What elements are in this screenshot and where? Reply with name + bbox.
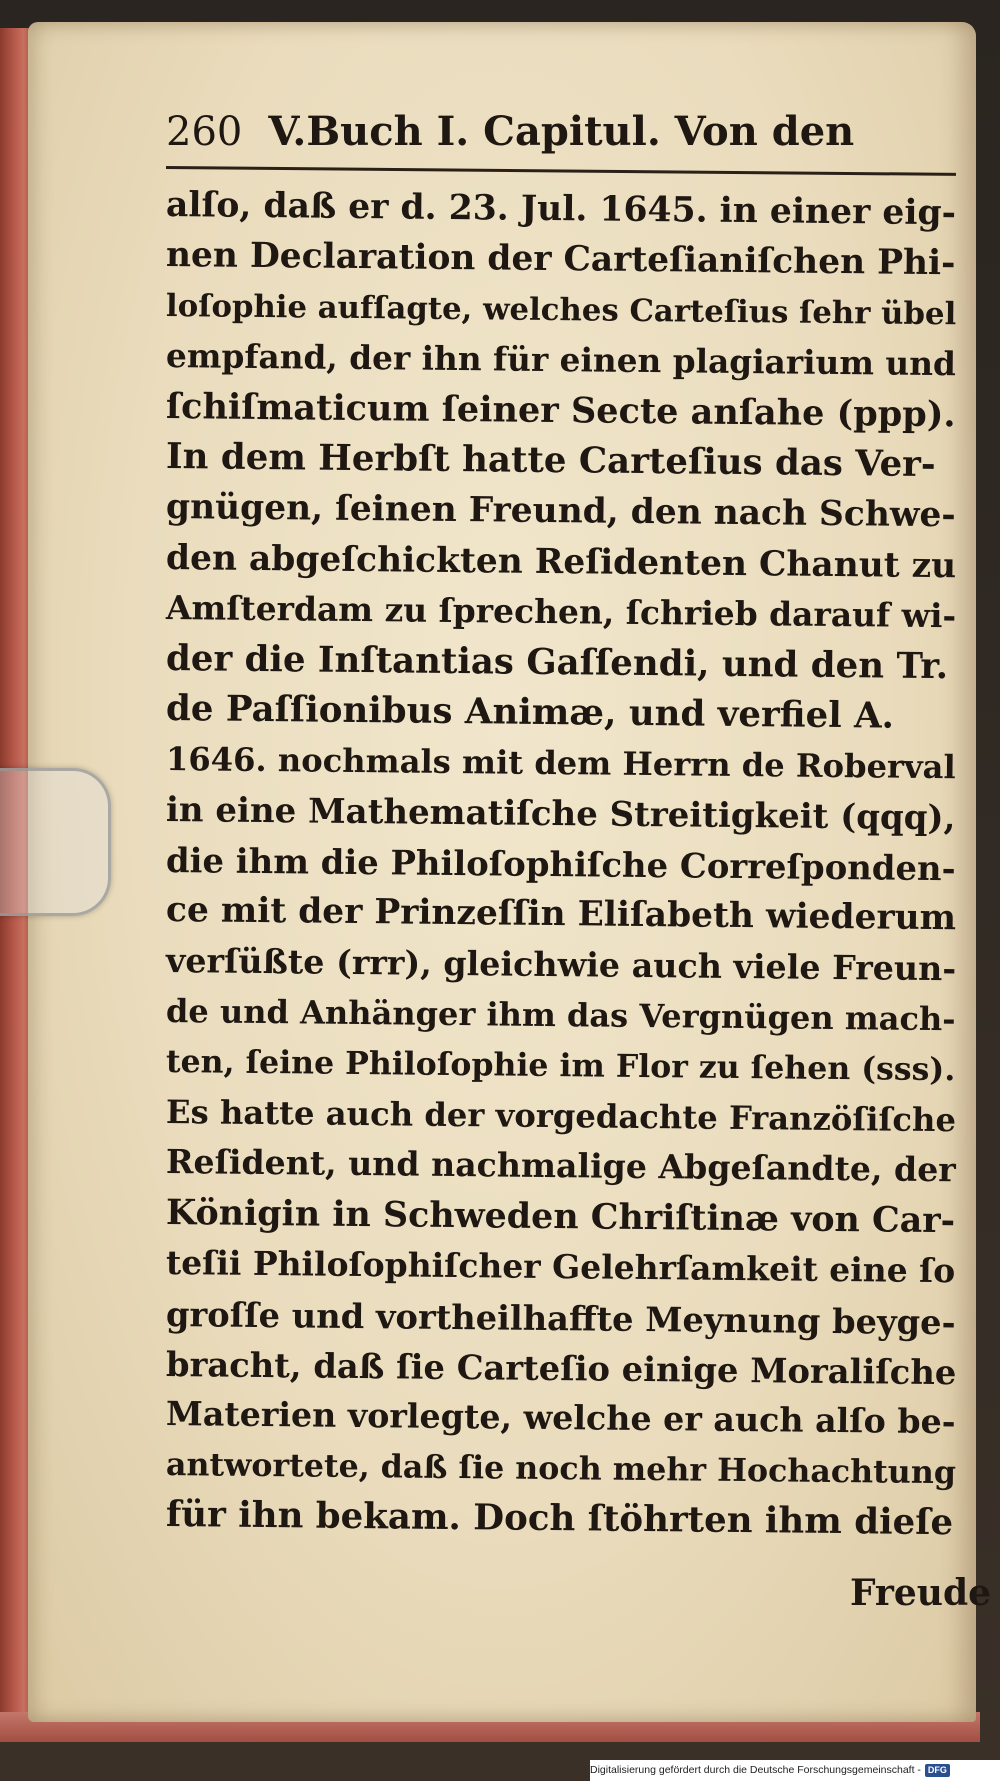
text-line: Königin in Schweden Chriſtinæ von Car- xyxy=(165,1191,956,1242)
running-title: V.Buch I. Capitul. Von den xyxy=(268,108,855,155)
text-line: de und Anhänger ihm das Vergnügen mach- xyxy=(165,992,956,1039)
body-text xyxy=(165,180,966,1544)
text-line: 1646. nochmals mit dem Herrn de Roberval xyxy=(165,740,956,787)
text-line: groſſe und vortheilhaffte Meynung beyge- xyxy=(165,1293,956,1342)
text-line: ten, ſeine Philoſophie im Flor zu ſehen (sss). xyxy=(165,1042,956,1088)
text-line: nen Declaration der Carteſianiſchen Phi- xyxy=(165,235,956,284)
text-line: teſii Philoſophiſcher Gelehrſamkeit eine ſo xyxy=(165,1243,956,1291)
text-line: Reſident, und nachmalige Abgeſandte, der xyxy=(165,1142,956,1190)
running-header xyxy=(166,108,956,168)
text-line: de Paſſionibus Animæ, und verfiel A. xyxy=(165,687,895,737)
text-line: Materien vorlegte, welche er auch alſo be- xyxy=(165,1394,956,1442)
page-number: 260 xyxy=(166,109,243,155)
text-line: Amſterdam zu ſprechen, ſchrieb darauf wi- xyxy=(165,588,957,636)
text-line: alſo, daß er d. 23. Jul. 1645. in einer eig- xyxy=(165,185,957,234)
text-line: gnügen, ſeinen Freund, den nach Schwe- xyxy=(165,487,956,536)
credit-text: Digitalisierung gefördert durch die Deutsche Forschungsgemeinschaft - xyxy=(590,1764,921,1776)
text-line: in eine Mathematiſche Streitigkeit (qqq), xyxy=(165,789,956,838)
text-line: ſchiſmaticum ſeiner Secte anſahe (ppp). xyxy=(165,385,956,435)
text-line: bracht, daß ſie Carteſio einige Moraliſche xyxy=(165,1343,957,1393)
text-line: ce mit der Prinzeſſin Eliſabeth wiederum xyxy=(165,890,957,939)
digitization-credit xyxy=(590,1760,1000,1781)
text-line: der die Inſtantias Gaſſendi, und den Tr. xyxy=(165,637,949,687)
page-clip xyxy=(0,768,111,916)
text-line: In dem Herbſt hatte Carteſius das Ver- xyxy=(165,435,936,486)
dfg-logo-icon: DFG xyxy=(925,1764,950,1777)
text-line: antwortete, daß ſie noch mehr Hochachtung xyxy=(165,1445,957,1492)
text-line: für ihn bekam. Doch ſtöhrten ihm dieſe xyxy=(165,1494,954,1544)
text-line: die ihm die Philoſophiſche Correſponden- xyxy=(165,840,956,889)
text-line: den abgeſchickten Reſidenten Chanut zu xyxy=(165,537,957,587)
text-line: verſüßte (rrr), gleichwie auch viele Freun- xyxy=(165,940,957,989)
text-line: empfand, der ihn für einen plagiarium und xyxy=(165,336,957,384)
text-line: Es hatte auch der vorgedachte Franzöſiſche xyxy=(165,1093,957,1140)
catchword: Freude xyxy=(850,1572,992,1614)
text-line: loſophie aufſagte, welches Carteſius ſehr übel xyxy=(165,287,957,333)
